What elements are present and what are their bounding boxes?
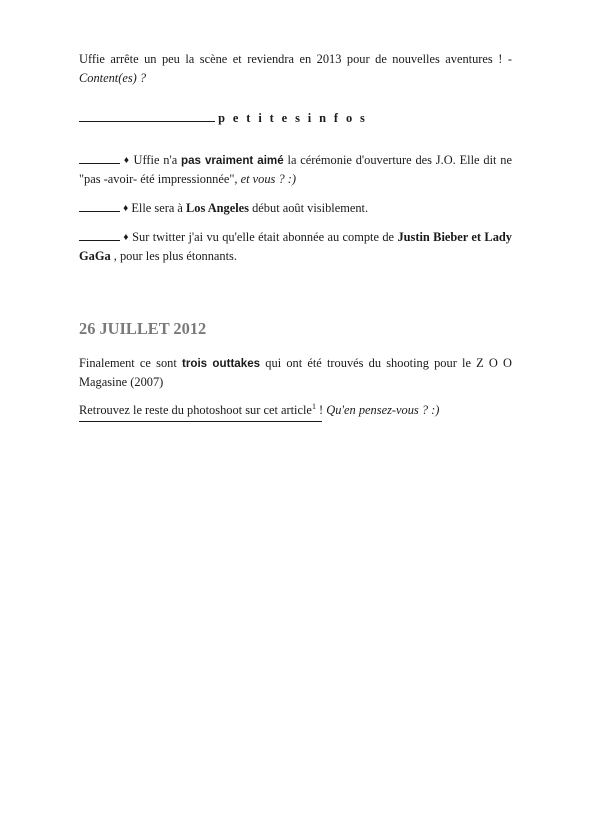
footnote-marker[interactable]: 1 <box>311 402 316 411</box>
diamond-bullet-icon: ♦ <box>123 203 129 214</box>
info-item-text: début août visiblement. <box>249 201 369 215</box>
info-item-3 <box>79 228 512 266</box>
intro-question: Content(es) ? <box>79 71 147 85</box>
post-date: 26 JUILLET 2012 <box>79 319 207 338</box>
info-item-emphasis: Justin Bieber et Lady GaGa <box>79 230 512 263</box>
post-text: Retrouvez le reste du photoshoot sur cet article <box>79 403 312 417</box>
post-question: Qu'en pensez-vous ? :) <box>326 403 440 417</box>
info-item-text: , pour les plus étonnants. <box>110 249 237 263</box>
item-underline <box>79 240 120 241</box>
info-item-text: la cérémonie d'ouverture des J.O. Elle dit ne "pas -avoir- été impressionnée", <box>79 153 512 186</box>
post-paragraph-2 <box>79 401 512 420</box>
diamond-bullet-icon: ♦ <box>123 155 130 166</box>
intro-text: Uffie arrête un peu la scène et reviendra en 2013 pour de nouvelles aventures ! <box>79 52 503 66</box>
post-text: qui ont été trouvés du shooting pour le Z O O Magasine (2007) <box>79 356 512 389</box>
item-underline <box>79 211 120 212</box>
info-item-1 <box>79 151 512 189</box>
info-item-text: Sur twitter j'ai vu qu'elle était abonnée au compte de <box>128 230 398 244</box>
post-text: Finalement ce sont <box>79 356 182 370</box>
document-page <box>79 50 512 422</box>
info-item-emphasis: pas vraiment aimé <box>181 154 284 167</box>
info-item-text: Elle sera à <box>128 201 187 215</box>
intro-separator: - <box>502 52 512 66</box>
info-item-text: Uffie n'a <box>129 153 182 167</box>
infos-title: p e t i t e s i n f o s <box>218 111 368 125</box>
intro-paragraph <box>79 50 512 88</box>
heading-underline <box>79 121 215 122</box>
info-item-2 <box>79 199 512 218</box>
post-emphasis: trois outtakes <box>181 357 261 370</box>
info-item-emphasis: Los Angeles <box>186 201 250 215</box>
item-underline <box>79 163 120 164</box>
infos-heading <box>79 109 512 128</box>
end-rule <box>79 421 322 422</box>
post-text: ! <box>315 403 327 417</box>
diamond-bullet-icon: ♦ <box>123 232 129 243</box>
info-item-question: et vous ? :) <box>240 172 297 186</box>
post-paragraph-1 <box>79 354 512 392</box>
